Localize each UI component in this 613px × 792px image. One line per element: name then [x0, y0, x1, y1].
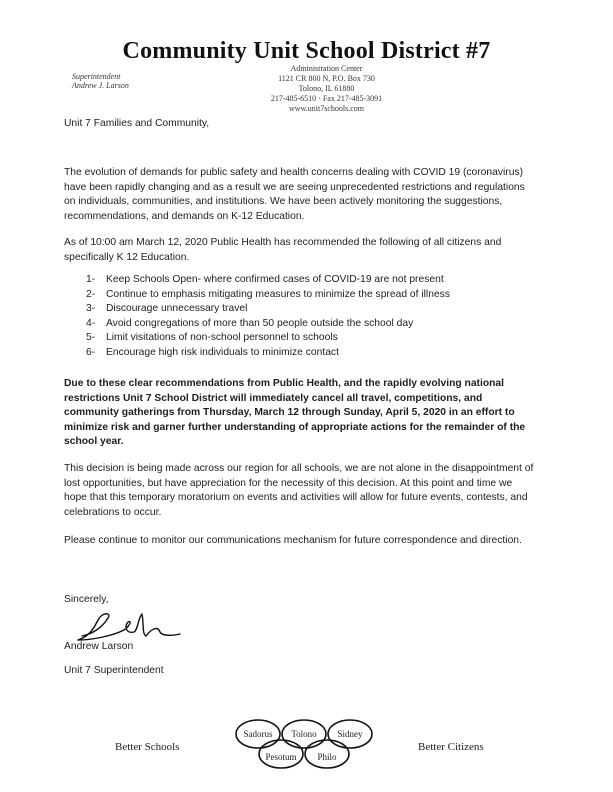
ring-label: Philo — [317, 752, 337, 762]
address-line: 1121 CR 800 N, P.O. Box 730 — [278, 74, 375, 83]
paragraph-public-health: As of 10:00 am March 12, 2020 Public Health has recommended the following of all citizens and specifically K 12 Education. — [64, 237, 502, 263]
ring-label: Tolono — [291, 729, 317, 739]
list-number: 3- — [86, 303, 96, 315]
list-number: 1- — [86, 274, 96, 285]
ring-label: Sadorus — [243, 729, 273, 739]
paragraph-cancellation: Due to these clear recommendations from Public Health, and the rapidly evolving national restrictions Unit 7 School District will immediately cancel all travel, competitions, and community gatherings from Thursday, March 12 through Sunday, April 5, 2020 in an effort to minimize risk and garner further understanding of appropriate actions for the remainder of the school year. — [64, 378, 526, 447]
paragraph-intro: The evolution of demands for public safety and health concerns dealing with COVID 19 (coronavirus) have been rapidly changing and as a result we are seeing unprecedented restrictions and regulations on individuals, communities, and institutions. We have been actively monitoring the suggestions, recommendations, and demands on K-12 Education. — [64, 167, 525, 222]
salutation: Unit 7 Families and Community, — [64, 118, 210, 129]
address-line: Administration Center — [290, 64, 363, 73]
list-text: Keep Schools Open- where confirmed cases of COVID-19 are not present — [106, 274, 444, 285]
district-rings-logo — [228, 714, 383, 774]
list-item — [86, 331, 526, 346]
address-block — [0, 64, 613, 114]
motto-right: Better Citizens — [418, 741, 484, 753]
superintendent-name: Andrew J. Larson — [72, 81, 129, 90]
signer-title: Unit 7 Superintendent — [64, 665, 164, 676]
motto-left: Better Schools — [115, 741, 180, 753]
signature-image — [72, 606, 182, 646]
list-number: 6- — [86, 346, 96, 358]
paragraph-decision: This decision is being made across our region for all schools, we are not alone in the disappointment of lost opportunities, but have appreciation for the necessity of this decision. At this point and time we hope that this temporary moratorium on events and activities will allow for future events, contests, and celebrations to occur. — [64, 463, 534, 518]
list-text: Avoid congregations of more than 50 people outside the school day — [106, 317, 414, 329]
closing: Sincerely, — [64, 594, 109, 605]
ring-label: Pesotum — [265, 752, 297, 762]
list-text: Encourage high risk individuals to minimize contact — [106, 346, 339, 358]
signer-name: Andrew Larson — [64, 641, 134, 652]
list-item — [86, 346, 526, 361]
paragraph-monitor: Please continue to monitor our communications mechanism for future correspondence and direction. — [64, 535, 522, 546]
list-text: Discourage unnecessary travel — [106, 303, 248, 315]
ring-label: Sidney — [337, 729, 363, 739]
district-title: Community Unit School District #7 — [122, 38, 491, 64]
list-text: Continue to emphasis mitigating measures to minimize the spread of illness — [106, 288, 450, 300]
address-line: Tolono, IL 61880 — [298, 84, 355, 93]
recommendations-list — [86, 273, 526, 361]
list-number: 5- — [86, 332, 96, 344]
list-item — [86, 273, 526, 288]
list-number: 4- — [86, 317, 96, 329]
superintendent-label: Superintendent — [72, 72, 121, 81]
address-line: 217-485-6510 · Fax 217-485-3091 — [270, 94, 383, 103]
list-number: 2- — [86, 288, 96, 300]
website-link[interactable]: www.unit7schools.com — [288, 104, 365, 113]
list-item — [86, 317, 526, 332]
list-text: Limit visitations of non-school personnel to schools — [106, 332, 338, 344]
list-item — [86, 302, 526, 317]
list-item — [86, 288, 526, 303]
